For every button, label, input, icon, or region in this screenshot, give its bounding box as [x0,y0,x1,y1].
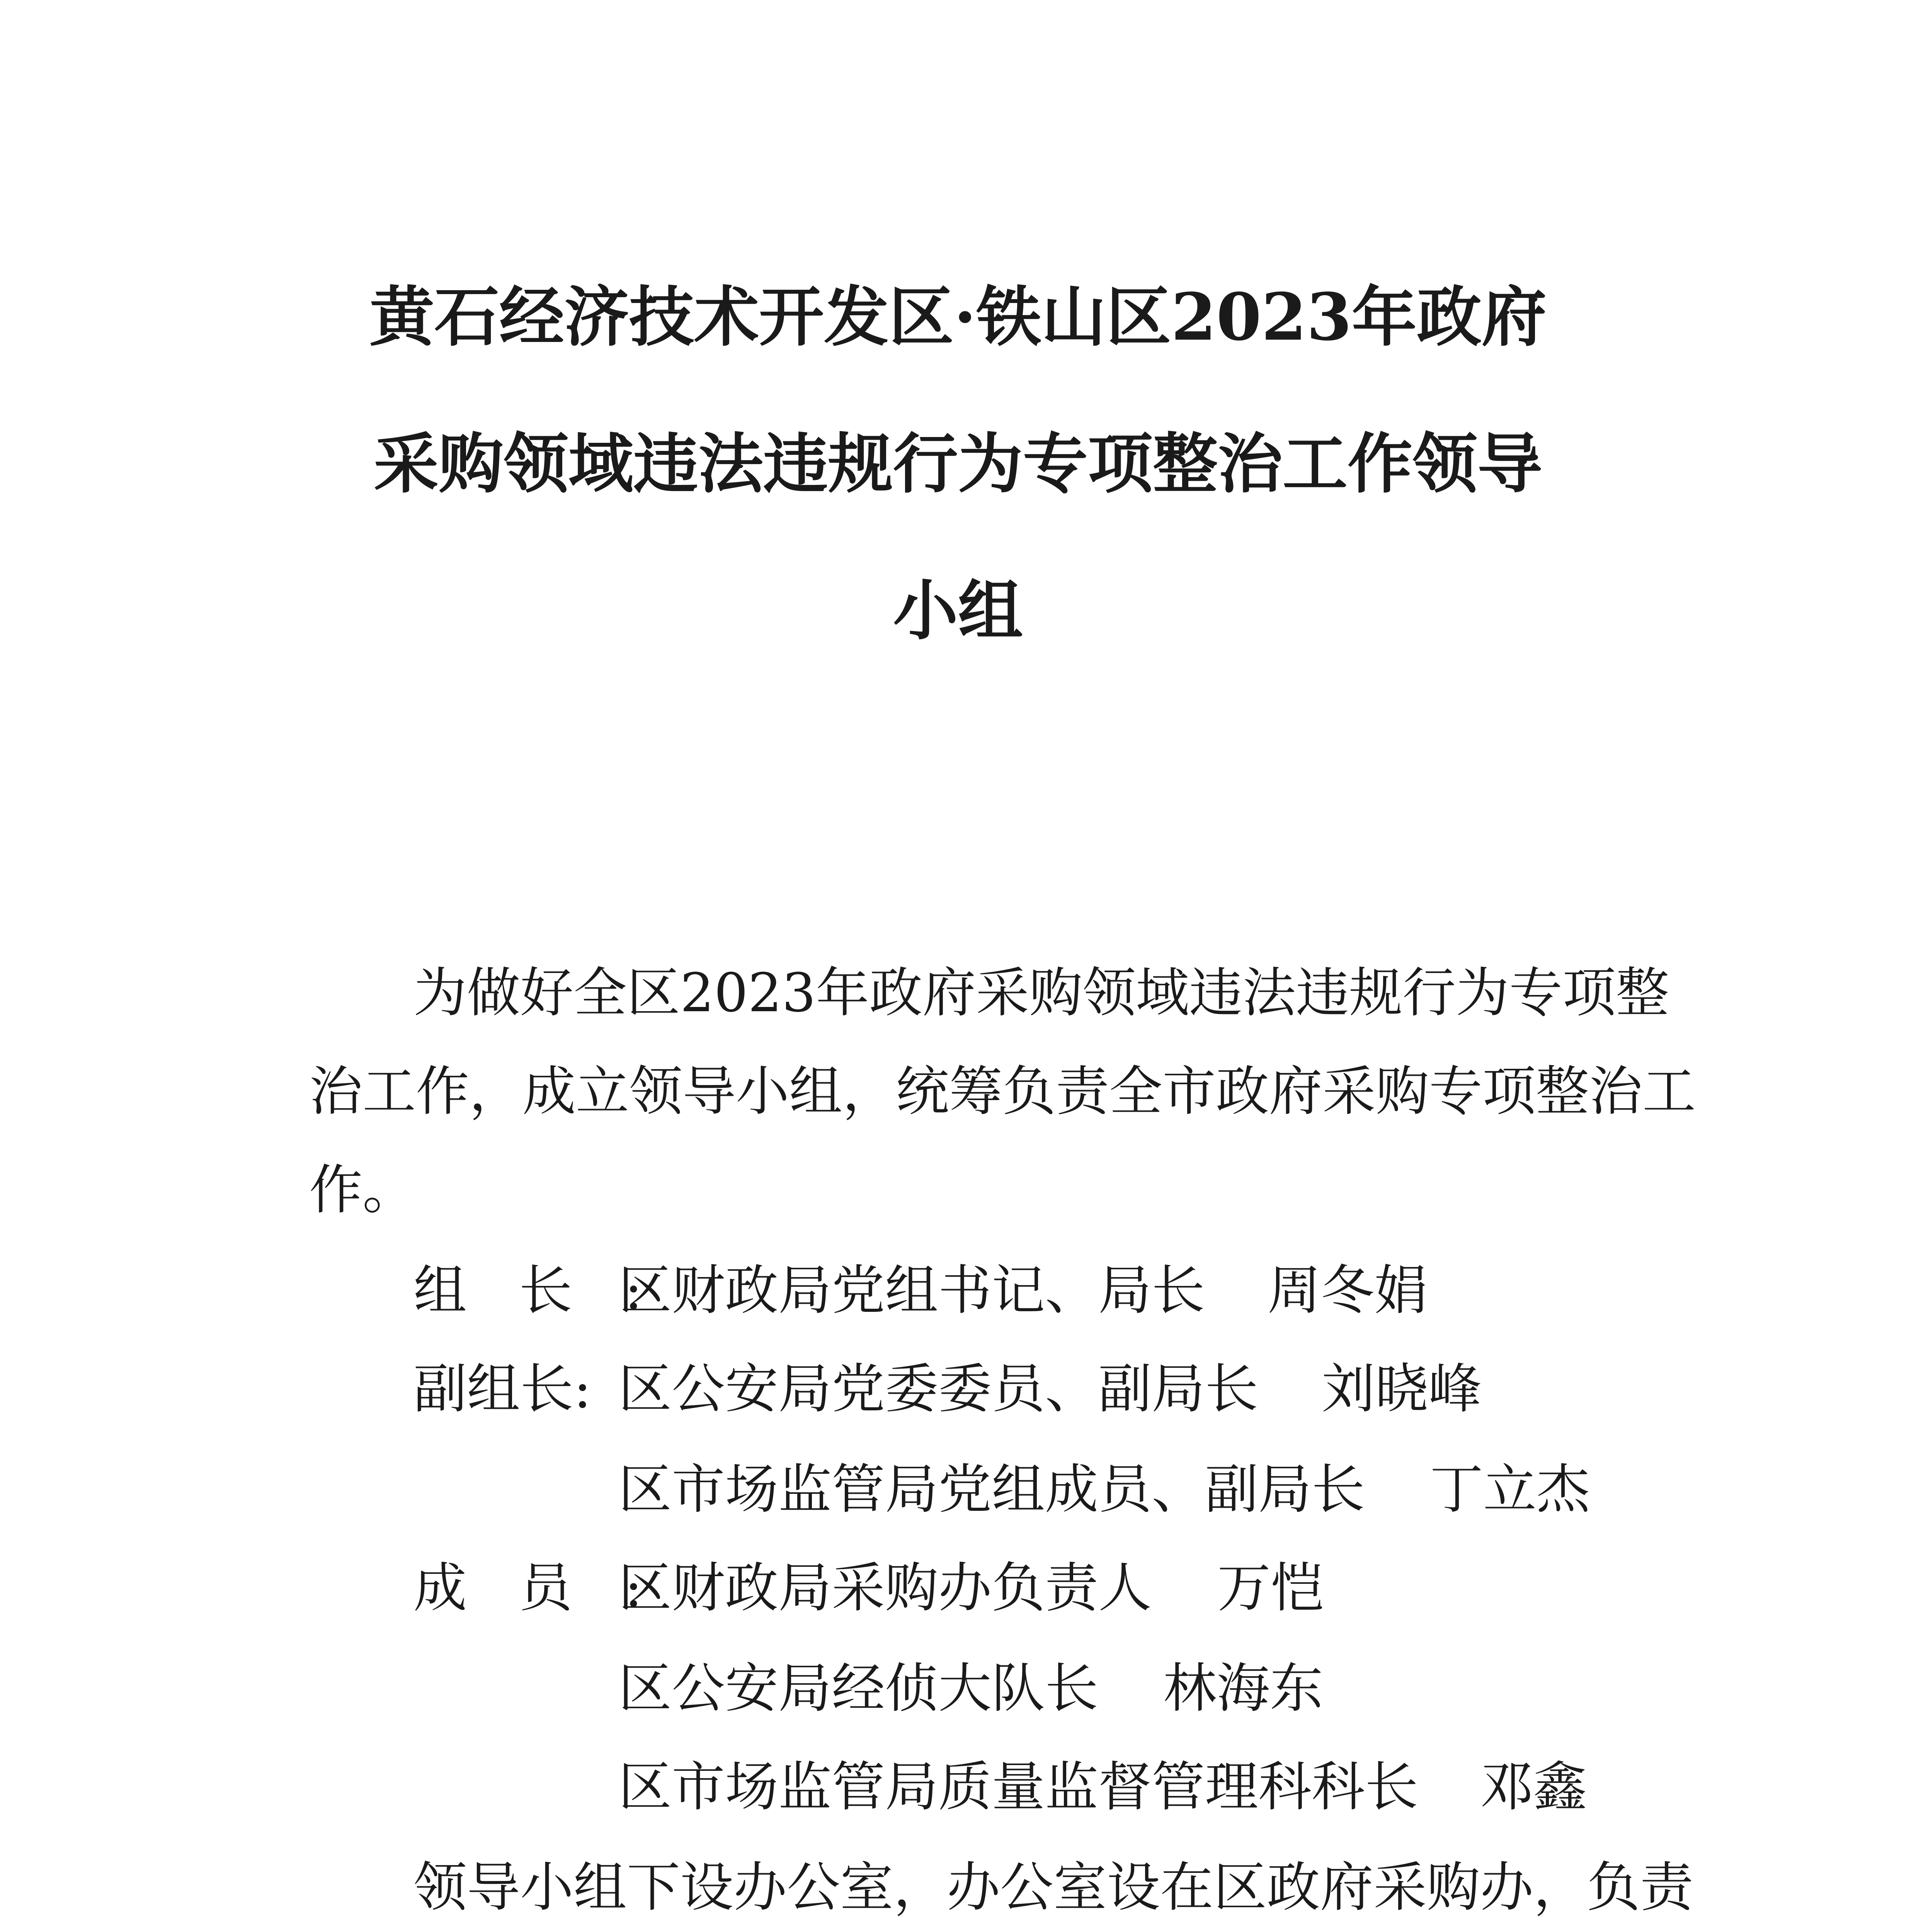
member-label: 成员: [413,1557,695,1619]
member-title-1: 区财政局采购办负责人 [618,1557,1152,1619]
intro-paragraph-line-3: 作。 [309,1159,416,1221]
deputy-leader-title-1: 区公安局党委委员、副局长 [618,1358,1259,1420]
leader-name: 周冬娟 [1268,1259,1428,1321]
leader-title: 区财政局党组书记、局长 [618,1259,1205,1321]
member-name-3: 邓鑫 [1480,1756,1587,1818]
document-title-line-1: 黄石经济技术开发区·铁山区2023年政府 [369,279,1547,355]
member-title-3: 区市场监管局质量监督管理科科长 [618,1756,1419,1818]
leader-label: 组长: [413,1259,695,1321]
intro-paragraph-line-1: 为做好全区2023年政府采购领域违法违规行为专项整 [413,962,1669,1024]
deputy-leader-title-2: 区市场监管局党组成员、副局长 [618,1458,1365,1520]
document-title-line-2: 采购领域违法违规行为专项整治工作领导 [374,425,1542,502]
intro-paragraph-line-2: 治工作，成立领导小组，统筹负责全市政府采购专项整治工 [309,1060,1696,1122]
deputy-leader-name-2: 丁立杰 [1430,1458,1590,1520]
member-title-2: 区公安局经侦大队长 [618,1657,1099,1719]
deputy-leader-name-1: 刘晓峰 [1322,1358,1482,1420]
member-name-1: 万恺 [1217,1557,1324,1619]
document-title-line-3: 小组 [893,572,1023,649]
deputy-leader-label: 副组长: [413,1358,592,1420]
member-name-2: 林海东 [1163,1657,1324,1719]
closing-paragraph-line-1: 领导小组下设办公室，办公室设在区政府采购办，负责 [413,1856,1694,1918]
